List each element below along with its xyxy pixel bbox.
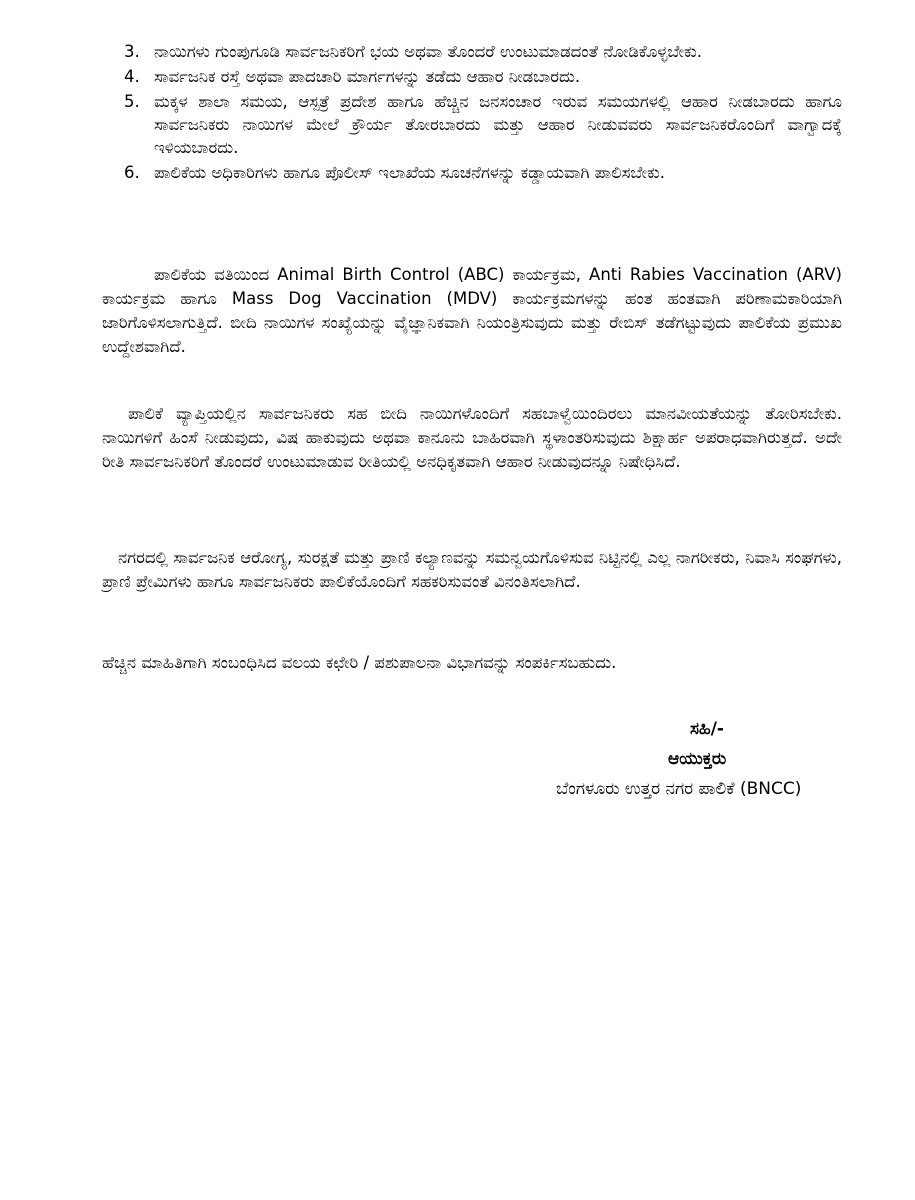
list-item-number: 4. [124, 67, 140, 86]
list-item-number: 5. [124, 92, 140, 111]
list-item [112, 65, 842, 88]
list-item [112, 40, 842, 63]
list-item-text: ಪಾಲಿಕೆಯ ಅಧಿಕಾರಿಗಳು ಹಾಗೂ ಪೊಲೀಸ್ ಇಲಾಖೆಯ ಸೂಚನೆಗಳನ್ನು ಕಡ್ಡಾಯವಾಗಿ ಪಾಲಿಸಬೇಕು. [154, 163, 665, 182]
list-item-number: 3. [124, 42, 140, 61]
paragraph-public-conduct: ಪಾಲಿಕೆ ವ್ಯಾಪ್ತಿಯಲ್ಲಿನ ಸಾರ್ವಜನಿಕರು ಸಹ ಬೀದಿ ನಾಯಿಗಳೊಂದಿಗೆ ಸಹಬಾಳ್ವೆಯಿಂದಿರಲು ಮಾನವೀಯತೆಯನ್ನು ತೋರಿಸಬೇಕು. ನಾಯಿಗಳಿಗೆ ಹಿಂಸೆ ನೀಡುವುದು, ವಿಷ ಹಾಕುವುದು ಅಥವಾ ಕಾನೂನು ಬಾಹಿರವಾಗಿ ಸ್ಥಳಾಂತರಿಸುವುದು ಶಿಕ್ಷಾರ್ಹ ಅಪರಾಧವಾಗಿರುತ್ತದೆ. ಅದೇ ರೀತಿ ಸಾರ್ವಜನಿಕರಿಗೆ ತೊಂದರೆ ಉಂಟುಮಾಡುವ ರೀತಿಯಲ್ಲಿ ಅನಧಿಕೃತವಾಗಿ ಆಹಾರ ನೀಡುವುದನ್ನೂ ನಿಷೇಧಿಸಿದೆ. [102, 404, 842, 471]
list-item [112, 90, 842, 159]
signature-office: ಬೆಂಗಳೂರು ಉತ್ತರ ನಗರ ಪಾಲಿಕೆ (BNCC) [556, 779, 802, 799]
list-item-text: ಮಕ್ಕಳ ಶಾಲಾ ಸಮಯ, ಆಸ್ಪತ್ರೆ ಪ್ರದೇಶ ಹಾಗೂ ಹೆಚ್ಚಿನ ಜನಸಂಚಾರ ಇರುವ ಸಮಯಗಳಲ್ಲಿ ಆಹಾರ ನೀಡಬಾರದು ಹಾಗೂ ಸಾರ್ವಜನಿಕರು ನಾಯಿಗಳ ಮೇಲೆ ಕ್ರೌರ್ಯ ತೋರಬಾರದು ಮತ್ತು ಆಹಾರ ನೀಡುವವರು ಸಾರ್ವಜನಿಕರೊಂದಿಗೆ ವಾಗ್ವಾದಕ್ಕೆ ಇಳಿಯಬಾರದು. [154, 92, 842, 157]
paragraph-programs: ಪಾಲಿಕೆಯ ವತಿಯಿಂದ Animal Birth Control (ABC) ಕಾರ್ಯಕ್ರಮ, Anti Rabies Vaccination (ARV) ಕಾರ್ಯಕ್ರಮ ಹಾಗೂ Mass Dog Vaccination (MDV) ಕಾರ್ಯಕ್ರಮಗಳನ್ನು ಹಂತ ಹಂತವಾಗಿ ಪರಿಣಾಮಕಾರಿಯಾಗಿ ಜಾರಿಗೊಳಿಸಲಾಗುತ್ತಿದೆ. ಬೀದಿ ನಾಯಿಗಳ ಸಂಖ್ಯೆಯನ್ನು ವೈಜ್ಞಾನಿಕವಾಗಿ ನಿಯಂತ್ರಿಸುವುದು ಮತ್ತು ರೇಬಿಸ್ ತಡೆಗಟ್ಟುವುದು ಪಾಲಿಕೆಯ ಪ್ರಮುಖ ಉದ್ದೇಶವಾಗಿದೆ. [102, 265, 842, 356]
list-item [112, 161, 842, 184]
paragraph-contact-info: ಹೆಚ್ಚಿನ ಮಾಹಿತಿಗಾಗಿ ಸಂಬಂಧಿಸಿದ ವಲಯ ಕಛೇರಿ / ಪಶುಪಾಲನಾ ವಿಭಾಗವನ್ನು ಸಂಪರ್ಕಿಸಬಹುದು. [102, 653, 617, 672]
paragraph-cooperation-request: ನಗರದಲ್ಲಿ ಸಾರ್ವಜನಿಕ ಆರೋಗ್ಯ, ಸುರಕ್ಷತೆ ಮತ್ತು ಪ್ರಾಣಿ ಕಲ್ಯಾಣವನ್ನು ಸಮನ್ವಯಗೊಳಿಸುವ ನಿಟ್ಟಿನಲ್ಲಿ ಎಲ್ಲ ನಾಗರೀಕರು, ನಿವಾಸಿ ಸಂಘಗಳು, ಪ್ರಾಣಿ ಪ್ರೇಮಿಗಳು ಹಾಗೂ ಸಾರ್ವಜನಿಕರು ಪಾಲಿಕೆಯೊಂದಿಗೆ ಸಹಕರಿಸುವಂತೆ ವಿನಂತಿಸಲಾಗಿದೆ. [102, 548, 842, 591]
list-item-number: 6. [124, 163, 140, 182]
signature-signed: ಸಹಿ/- [690, 719, 724, 739]
signature-title: ಆಯುಕ್ತರು [668, 749, 727, 769]
guidelines-list [112, 40, 842, 186]
list-item-text: ಸಾರ್ವಜನಿಕ ರಸ್ತೆ ಅಥವಾ ಪಾದಚಾರಿ ಮಾರ್ಗಗಳನ್ನು ತಡೆದು ಆಹಾರ ನೀಡಬಾರದು. [154, 67, 581, 86]
list-item-text: ನಾಯಿಗಳು ಗುಂಪುಗೂಡಿ ಸಾರ್ವಜನಿಕರಿಗೆ ಭಯ ಅಥವಾ ತೊಂದರೆ ಉಂಟುಮಾಡದಂತೆ ನೋಡಿಕೊಳ್ಳಬೇಕು. [154, 42, 702, 61]
